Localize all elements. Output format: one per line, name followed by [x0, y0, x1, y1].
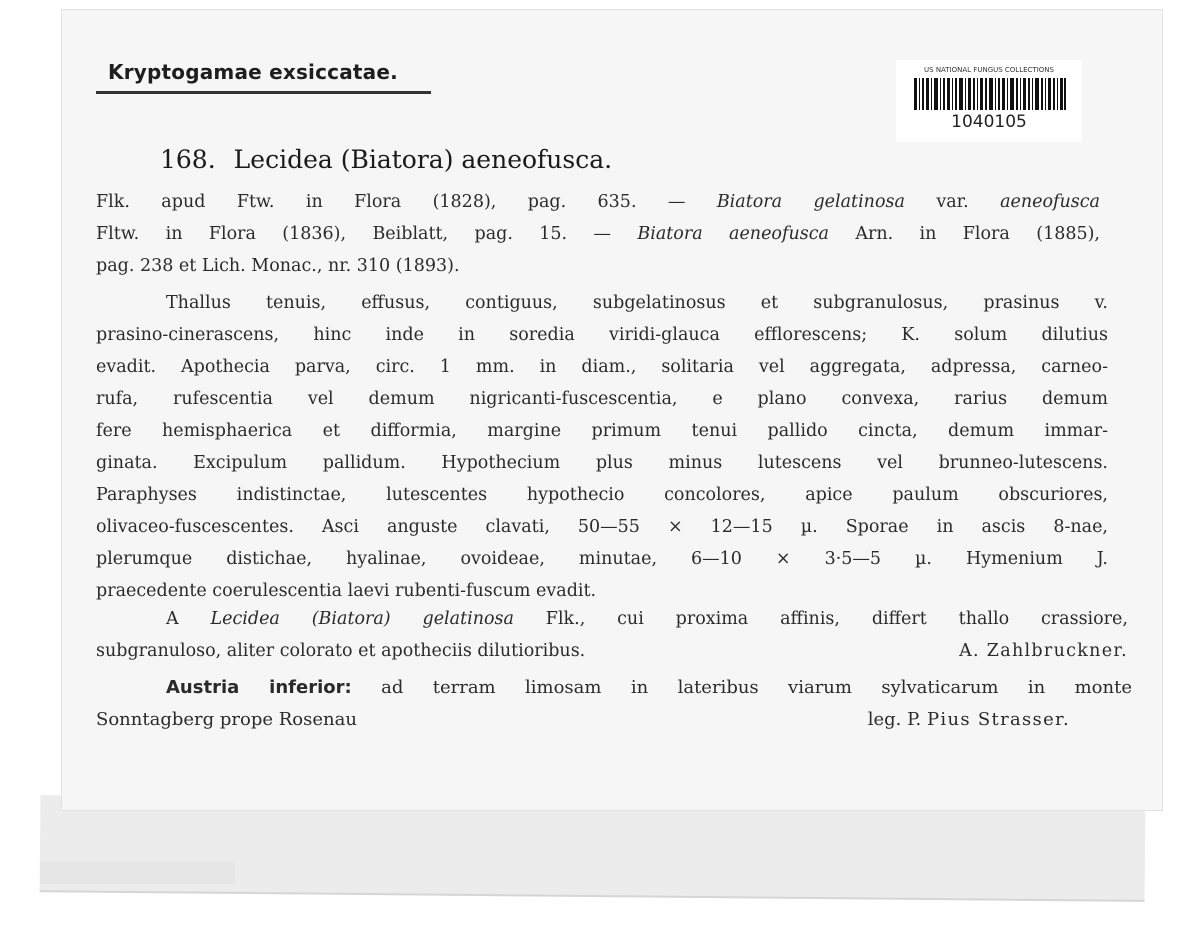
- packet-flap: [40, 862, 235, 884]
- diagnosis-text: Flk., cui proxima affinis, differt thallo crassiore,: [545, 609, 1128, 629]
- locality-line: [96, 672, 1132, 704]
- collector: [868, 704, 1132, 736]
- description-line: ginata. Excipulum pallidum. Hypothecium plus minus lutescens vel brunneo-lutescens.: [96, 453, 1108, 473]
- diagnosis-text: subgranuloso, aliter colorato et apotheciis dilutioribus.: [96, 641, 586, 661]
- collector-prefix: leg. P.: [867, 709, 922, 730]
- collector-name: Pius Strasser.: [927, 709, 1070, 730]
- synonymy-references: [96, 186, 1100, 282]
- title-underline: [96, 91, 431, 94]
- reference-text: Arn. in Flora (1885),: [855, 224, 1100, 244]
- synonym-name: Biatora gelatinosa: [716, 192, 905, 212]
- reference-line: [96, 218, 1100, 250]
- underlying-herbarium-sheet: [40, 795, 1146, 902]
- synonym-epithet: aeneofusca: [1000, 192, 1100, 212]
- description-line: fere hemisphaerica et difformia, margine primum tenui pallido cincta, demum immar-: [96, 421, 1108, 441]
- reference-line: [96, 186, 1100, 218]
- description-line: Thallus tenuis, effusus, contiguus, subgelatinosus et subgranulosus, prasinus v.: [166, 293, 1108, 313]
- barcode-caption: US NATIONAL FUNGUS COLLECTIONS: [924, 66, 1054, 74]
- differential-diagnosis: [96, 603, 1128, 667]
- reference-line: pag. 238 et Lich. Monac., nr. 310 (1893).: [96, 256, 460, 276]
- description-line: prasino-cinerascens, hinc inde in soredia viridi-glauca efflorescens; K. solum dilutius: [96, 325, 1108, 345]
- rank-text: var.: [936, 192, 969, 212]
- description-line: olivaceo-fuscescentes. Asci anguste clavati, 50—55 × 12—15 µ. Sporae in ascis 8-nae,: [96, 517, 1108, 537]
- diagnosis-line: [96, 635, 1128, 667]
- synonym-name: Biatora aeneofusca: [637, 224, 829, 244]
- exsiccata-number: 168.: [160, 145, 216, 174]
- barcode-number: 1040105: [951, 112, 1027, 132]
- region-name: Austria inferior:: [166, 677, 352, 698]
- author-name: A. Zahlbruckner.: [959, 641, 1128, 661]
- barcode-label: [896, 60, 1082, 142]
- locality-text: Sonntagberg prope Rosenau: [96, 709, 357, 730]
- diagnosis-line: [96, 603, 1128, 635]
- locality-text: ad terram limosam in lateribus viarum sylvaticarum in monte: [381, 677, 1132, 698]
- diagnosis-prefix: A: [166, 609, 179, 629]
- description-line: praecedente coerulescentia laevi rubenti-fuscum evadit.: [96, 581, 597, 601]
- reference-text: Flk. apud Ftw. in Flora (1828), pag. 635. —: [96, 192, 686, 212]
- description-line: plerumque distichae, hyalinae, ovoideae, minutae, 6—10 × 3·5—5 µ. Hymenium J.: [96, 549, 1108, 569]
- species-name: Lecidea (Biatora) aeneofusca.: [233, 145, 613, 174]
- description-line: evadit. Apothecia parva, circ. 1 mm. in diam., solitaria vel aggregata, adpressa, carneo-: [96, 357, 1108, 377]
- species-heading: [160, 145, 612, 174]
- description-line: rufa, rufescentia vel demum nigricanti-fuscescentia, e plano convexa, rarius demum: [96, 389, 1108, 409]
- species-description: [96, 287, 1108, 607]
- barcode-bars: [914, 78, 1066, 110]
- related-taxon: Lecidea (Biatora) gelatinosa: [210, 609, 514, 629]
- locality-line: [96, 704, 1132, 736]
- series-title: Kryptogamae exsiccatae.: [108, 60, 398, 84]
- reference-text: Fltw. in Flora (1836), Beiblatt, pag. 15. —: [96, 224, 611, 244]
- collection-locality: [96, 672, 1132, 736]
- description-line: Paraphyses indistinctae, lutescentes hypothecio concolores, apice paulum obscuriores,: [96, 485, 1108, 505]
